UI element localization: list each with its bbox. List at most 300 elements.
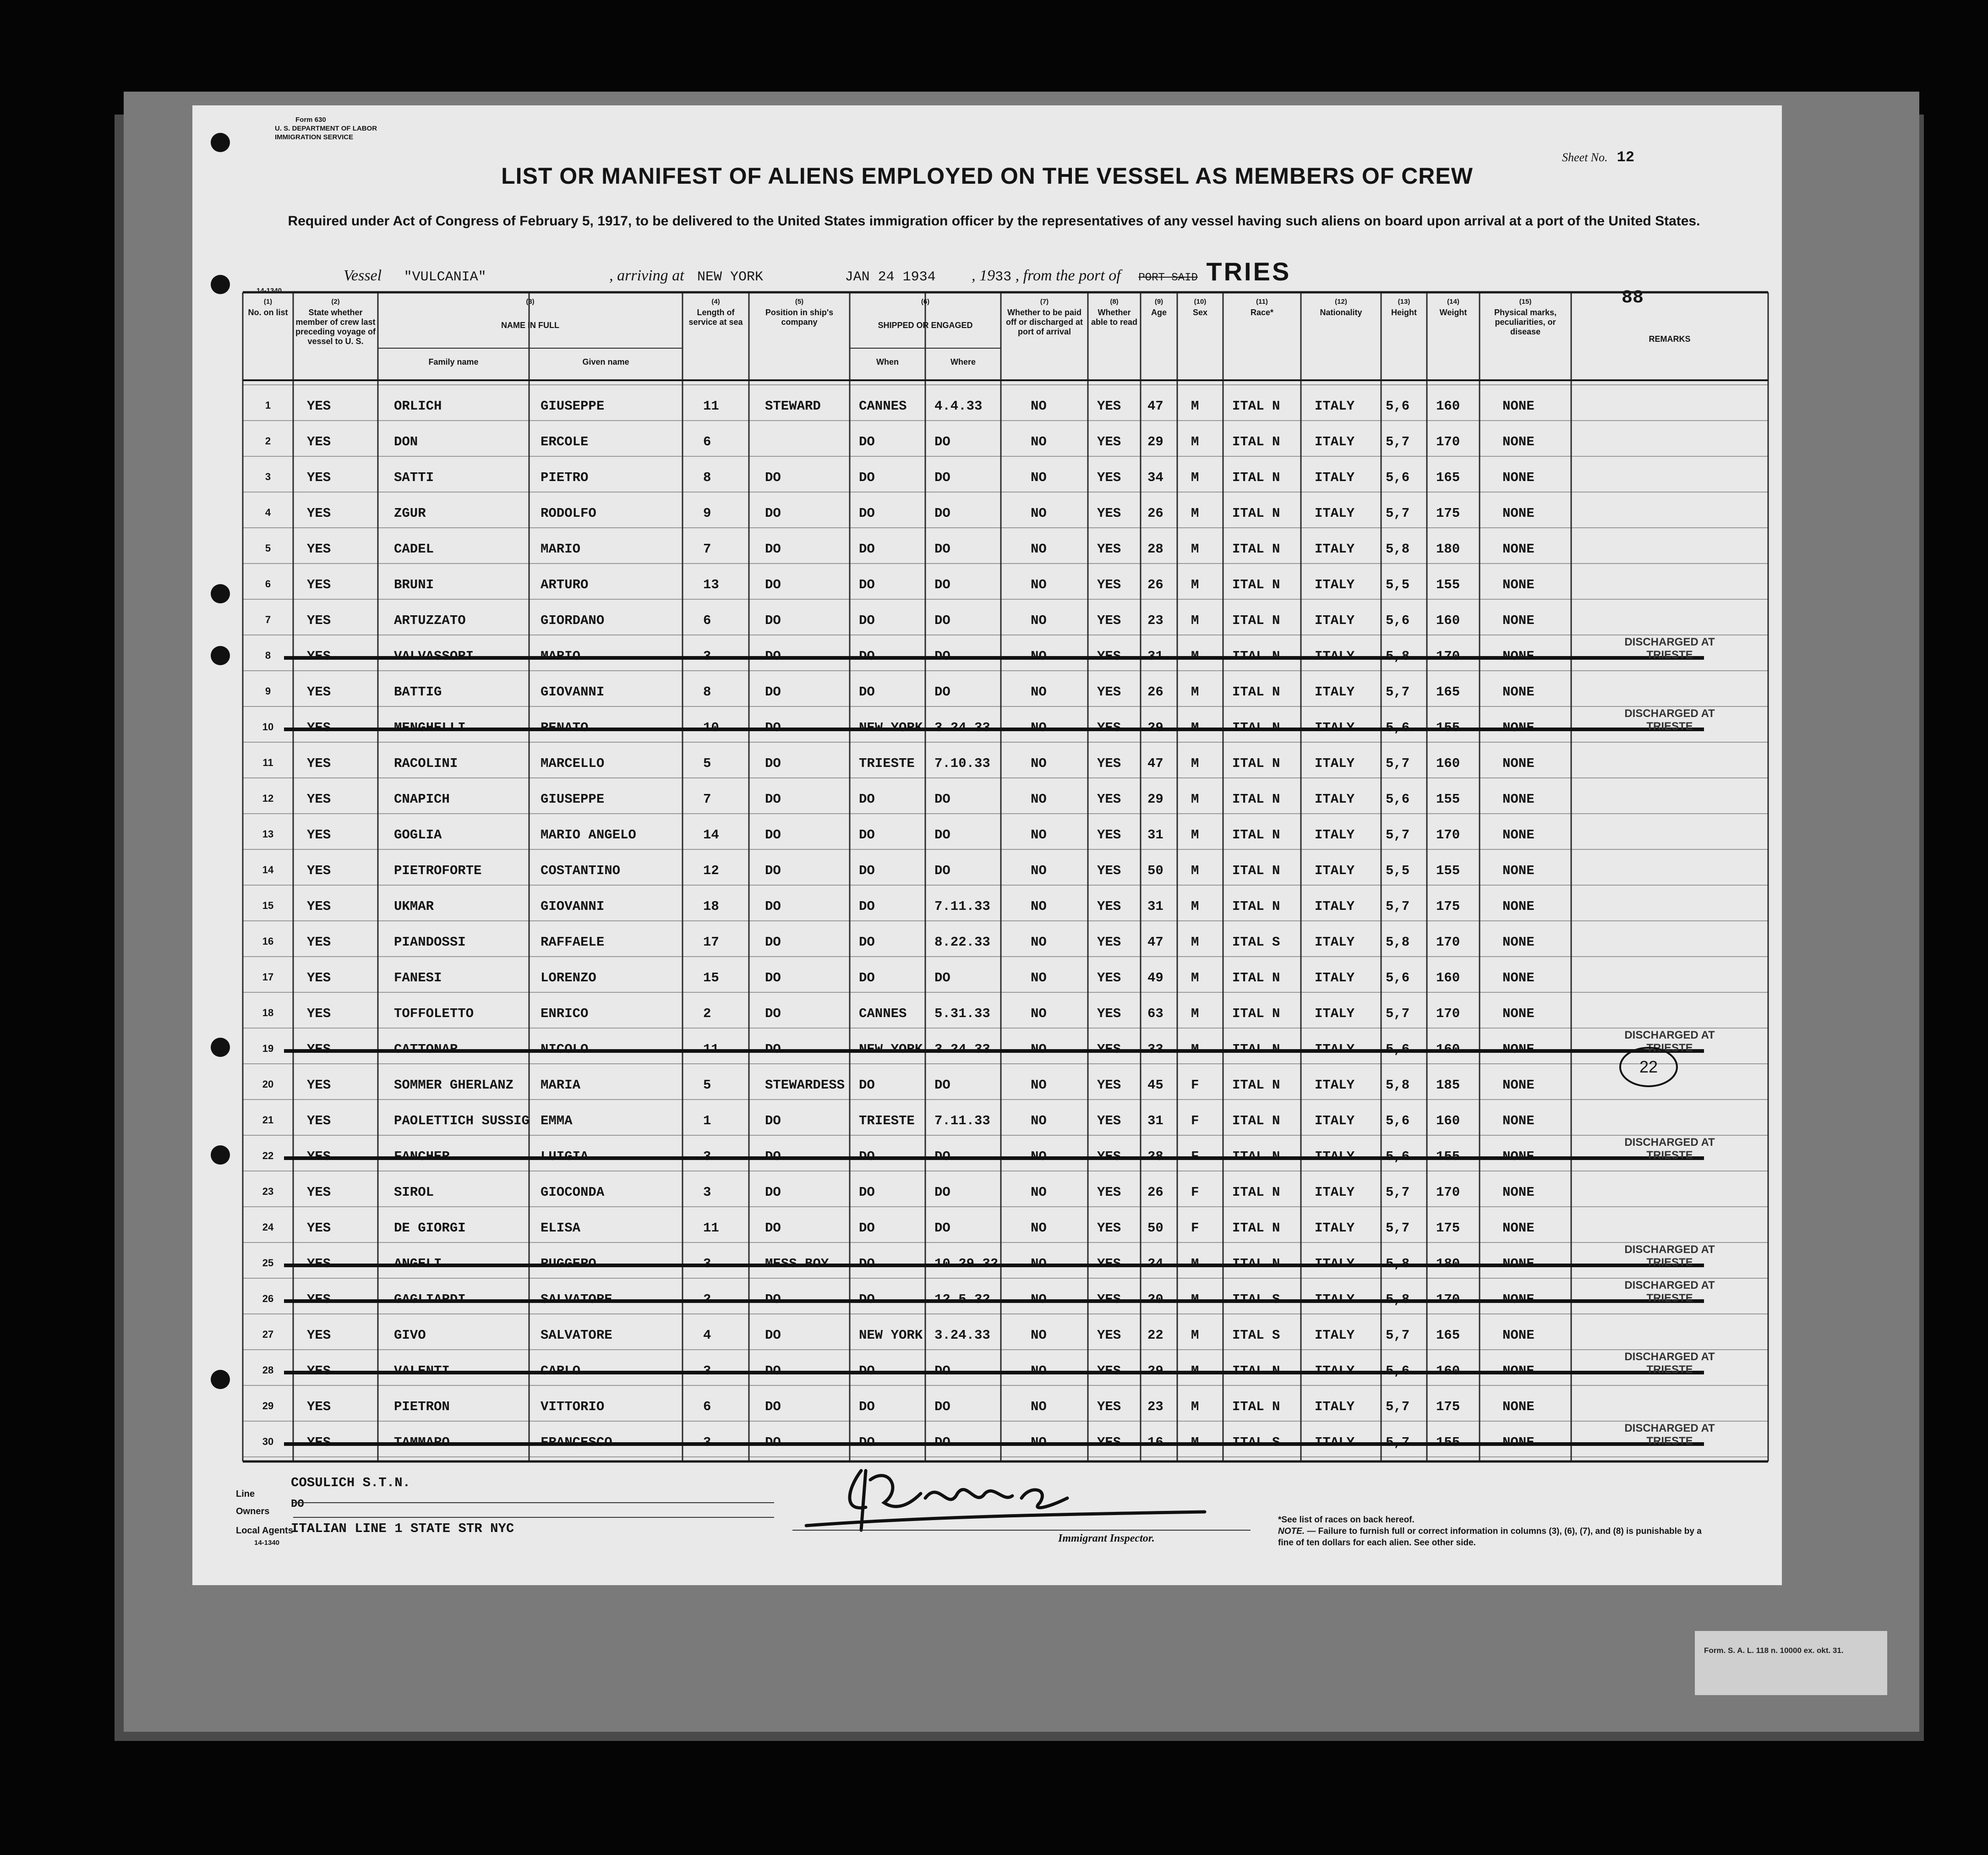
row-number: 21 bbox=[262, 1114, 274, 1126]
cell-physical-marks: NONE bbox=[1502, 684, 1535, 700]
remark-discharged: DISCHARGED AT TRIESTE bbox=[1624, 1029, 1715, 1054]
cell-physical-marks: NONE bbox=[1502, 1078, 1535, 1093]
cell-paid-off: NO bbox=[1031, 1006, 1047, 1021]
cell-given-name: ENRICO bbox=[541, 1006, 589, 1021]
cell-able-read: YES bbox=[1097, 1185, 1121, 1200]
cell-shipped-when: DO bbox=[859, 863, 875, 878]
cell-position: DO bbox=[765, 506, 781, 521]
table-row bbox=[192, 1029, 1782, 1068]
cell-age: 50 bbox=[1147, 1220, 1163, 1236]
cell-able-read: YES bbox=[1097, 935, 1121, 950]
agents-value: ITALIAN LINE 1 STATE STR NYC bbox=[291, 1521, 514, 1536]
remark-discharged: DISCHARGED AT TRIESTE bbox=[1624, 636, 1715, 661]
cell-nationality: ITALY bbox=[1315, 1220, 1355, 1236]
cell-paid-off: NO bbox=[1031, 577, 1047, 592]
table-row bbox=[192, 1390, 1782, 1426]
strike-through-line bbox=[284, 1299, 1704, 1303]
cell-shipped-where: DO bbox=[934, 1185, 950, 1200]
cell-age: 47 bbox=[1147, 935, 1163, 950]
cell-age: 34 bbox=[1147, 470, 1163, 485]
cell-prev-voyage: YES bbox=[307, 827, 331, 843]
cell-prev-voyage: YES bbox=[307, 935, 331, 950]
cell-family-name: GOGLIA bbox=[394, 827, 442, 843]
cell-shipped-when: DO bbox=[859, 1399, 875, 1414]
cell-family-name: GIVO bbox=[394, 1328, 426, 1343]
col-header-sex: Sex bbox=[1192, 308, 1208, 317]
cell-able-read: YES bbox=[1097, 470, 1121, 485]
cell-shipped-when: TRIESTE bbox=[859, 756, 915, 771]
row-number: 24 bbox=[262, 1221, 274, 1233]
cell-sex: M bbox=[1191, 1006, 1199, 1021]
cell-paid-off: NO bbox=[1031, 1220, 1047, 1236]
cell-position: DO bbox=[765, 827, 781, 843]
cell-shipped-where: DO bbox=[934, 506, 950, 521]
table-row bbox=[192, 1243, 1782, 1283]
cell-able-read: YES bbox=[1097, 827, 1121, 843]
col-header-race: Race* bbox=[1250, 308, 1274, 317]
table-row bbox=[192, 818, 1782, 854]
cell-shipped-when: DO bbox=[859, 613, 875, 628]
cell-nationality: ITALY bbox=[1315, 1113, 1355, 1128]
cell-given-name: GIOVANNI bbox=[541, 899, 605, 914]
cell-race: ITAL N bbox=[1232, 792, 1280, 807]
col-header-nationality-num: (12) bbox=[1335, 298, 1347, 306]
cell-height: 5,7 bbox=[1386, 1220, 1410, 1236]
cell-height: 5,8 bbox=[1386, 935, 1410, 950]
cell-nationality: ITALY bbox=[1315, 935, 1355, 950]
cell-height: 5,6 bbox=[1386, 792, 1410, 807]
cell-shipped-when: DO bbox=[859, 506, 875, 521]
cell-sex: F bbox=[1191, 1078, 1199, 1093]
row-number: 9 bbox=[265, 685, 271, 697]
row-number: 13 bbox=[262, 828, 274, 840]
cell-nationality: ITALY bbox=[1315, 613, 1355, 628]
owners-label: Owners bbox=[236, 1506, 270, 1516]
table-row bbox=[192, 636, 1782, 675]
cell-shipped-when: DO bbox=[859, 970, 875, 985]
row-number: 1 bbox=[265, 399, 271, 411]
cell-shipped-when: DO bbox=[859, 1185, 875, 1200]
cell-shipped-when: TRIESTE bbox=[859, 1113, 915, 1128]
cell-prev-voyage: YES bbox=[307, 470, 331, 485]
cell-shipped-where: DO bbox=[934, 1220, 950, 1236]
cell-sex: M bbox=[1191, 470, 1199, 485]
cell-age: 31 bbox=[1147, 827, 1163, 843]
cell-service-length: 14 bbox=[703, 827, 719, 843]
cell-nationality: ITALY bbox=[1315, 792, 1355, 807]
col-header-given-name: Given name bbox=[582, 357, 629, 367]
cell-service-length: 13 bbox=[703, 577, 719, 592]
table-row bbox=[192, 1176, 1782, 1211]
row-number: 15 bbox=[262, 900, 274, 911]
table-row bbox=[192, 1319, 1782, 1354]
cell-height: 5,6 bbox=[1386, 1113, 1410, 1128]
cell-nationality: ITALY bbox=[1315, 577, 1355, 592]
cell-weight: 175 bbox=[1436, 1399, 1460, 1414]
cell-family-name: UKMAR bbox=[394, 899, 434, 914]
cell-physical-marks: NONE bbox=[1502, 1328, 1535, 1343]
cell-able-read: YES bbox=[1097, 506, 1121, 521]
cell-given-name: ELISA bbox=[541, 1220, 581, 1236]
cell-weight: 155 bbox=[1436, 792, 1460, 807]
cell-service-length: 11 bbox=[703, 399, 719, 414]
cell-prev-voyage: YES bbox=[307, 1113, 331, 1128]
cell-family-name: ORLICH bbox=[394, 399, 442, 414]
cell-shipped-where: 7.11.33 bbox=[934, 1113, 990, 1128]
cell-paid-off: NO bbox=[1031, 1328, 1047, 1343]
cell-sex: M bbox=[1191, 506, 1199, 521]
cell-shipped-when: DO bbox=[859, 470, 875, 485]
row-number: 23 bbox=[262, 1186, 274, 1197]
col-header-able-read-num: (8) bbox=[1110, 298, 1119, 306]
cell-position: DO bbox=[765, 1006, 781, 1021]
table-row bbox=[192, 1422, 1782, 1461]
cell-able-read: YES bbox=[1097, 970, 1121, 985]
cell-service-length: 12 bbox=[703, 863, 719, 878]
table-row bbox=[192, 1279, 1782, 1319]
cell-able-read: YES bbox=[1097, 613, 1121, 628]
row-number: 18 bbox=[262, 1007, 274, 1018]
cell-given-name: MARIO bbox=[541, 542, 581, 557]
col-header-height: Height bbox=[1391, 308, 1417, 317]
cell-position: DO bbox=[765, 1328, 781, 1343]
cell-family-name: CNAPICH bbox=[394, 792, 450, 807]
strike-through-line bbox=[284, 1049, 1704, 1053]
row-number: 14 bbox=[262, 864, 274, 876]
cell-nationality: ITALY bbox=[1315, 542, 1355, 557]
cell-height: 5,7 bbox=[1386, 434, 1410, 449]
from-port-label: , from the port of bbox=[1015, 267, 1121, 284]
cell-age: 45 bbox=[1147, 1078, 1163, 1093]
cell-shipped-when: DO bbox=[859, 935, 875, 950]
cell-race: ITAL N bbox=[1232, 827, 1280, 843]
cell-race: ITAL N bbox=[1232, 542, 1280, 557]
cell-shipped-when: DO bbox=[859, 1078, 875, 1093]
table-row bbox=[192, 461, 1782, 497]
table-row bbox=[192, 707, 1782, 747]
cell-given-name: COSTANTINO bbox=[541, 863, 621, 878]
cell-race: ITAL N bbox=[1232, 506, 1280, 521]
cell-shipped-where: DO bbox=[934, 434, 950, 449]
row-number: 26 bbox=[262, 1293, 274, 1304]
cell-age: 47 bbox=[1147, 399, 1163, 414]
cell-able-read: YES bbox=[1097, 1006, 1121, 1021]
col-header-shipped-num: (6) bbox=[921, 298, 930, 306]
cell-race: ITAL N bbox=[1232, 863, 1280, 878]
cell-position: DO bbox=[765, 863, 781, 878]
cell-shipped-when: DO bbox=[859, 434, 875, 449]
cell-prev-voyage: YES bbox=[307, 1399, 331, 1414]
table-row bbox=[192, 675, 1782, 711]
cell-paid-off: NO bbox=[1031, 542, 1047, 557]
cell-age: 26 bbox=[1147, 1185, 1163, 1200]
cell-position: DO bbox=[765, 1220, 781, 1236]
cell-service-length: 6 bbox=[703, 1399, 711, 1414]
col-header-weight-num: (14) bbox=[1447, 298, 1459, 306]
cell-position: DO bbox=[765, 684, 781, 700]
cell-prev-voyage: YES bbox=[307, 756, 331, 771]
table-row bbox=[192, 497, 1782, 532]
cell-age: 29 bbox=[1147, 792, 1163, 807]
cell-able-read: YES bbox=[1097, 1399, 1121, 1414]
col-header-nationality: Nationality bbox=[1320, 308, 1362, 317]
cell-age: 26 bbox=[1147, 577, 1163, 592]
vessel-name: "VULCANIA" bbox=[404, 269, 486, 285]
cell-paid-off: NO bbox=[1031, 899, 1047, 914]
table-row bbox=[192, 854, 1782, 890]
cell-race: ITAL N bbox=[1232, 1220, 1280, 1236]
cell-shipped-where: 7.11.33 bbox=[934, 899, 990, 914]
col-header-name-num: (3) bbox=[526, 298, 535, 306]
line-label: Line bbox=[236, 1489, 255, 1499]
col-header-prev-voyage: State whether member of crew last preceding voyage of vessel to U. S. bbox=[295, 308, 376, 346]
cell-service-length: 11 bbox=[703, 1220, 719, 1236]
cell-position: DO bbox=[765, 1113, 781, 1128]
col-header-physical-marks-num: (15) bbox=[1519, 298, 1532, 306]
cell-age: 31 bbox=[1147, 899, 1163, 914]
cell-race: ITAL N bbox=[1232, 1113, 1280, 1128]
cell-prev-voyage: YES bbox=[307, 684, 331, 700]
cell-height: 5,7 bbox=[1386, 506, 1410, 521]
cell-given-name: PIETRO bbox=[541, 470, 589, 485]
cell-prev-voyage: YES bbox=[307, 577, 331, 592]
cell-physical-marks: NONE bbox=[1502, 970, 1535, 985]
cell-prev-voyage: YES bbox=[307, 1328, 331, 1343]
cell-height: 5,7 bbox=[1386, 1006, 1410, 1021]
cell-physical-marks: NONE bbox=[1502, 1185, 1535, 1200]
cell-shipped-where: 4.4.33 bbox=[934, 399, 983, 414]
cell-weight: 185 bbox=[1436, 1078, 1460, 1093]
cell-able-read: YES bbox=[1097, 1220, 1121, 1236]
cell-position: DO bbox=[765, 935, 781, 950]
page-title: LIST OR MANIFEST OF ALIENS EMPLOYED ON THE VESSEL AS MEMBERS OF CREW bbox=[501, 163, 1473, 189]
cell-shipped-when: DO bbox=[859, 684, 875, 700]
cell-paid-off: NO bbox=[1031, 1399, 1047, 1414]
cell-service-length: 17 bbox=[703, 935, 719, 950]
col-header-age: Age bbox=[1151, 308, 1167, 317]
cell-family-name: ZGUR bbox=[394, 506, 426, 521]
cell-height: 5,6 bbox=[1386, 470, 1410, 485]
cell-race: ITAL N bbox=[1232, 1185, 1280, 1200]
cell-height: 5,6 bbox=[1386, 970, 1410, 985]
cell-position: STEWARDESS bbox=[765, 1078, 845, 1093]
cell-prev-voyage: YES bbox=[307, 434, 331, 449]
cell-race: ITAL N bbox=[1232, 1078, 1280, 1093]
table-row bbox=[192, 604, 1782, 640]
table-row bbox=[192, 568, 1782, 604]
col-header-name: NAME IN FULL bbox=[501, 321, 559, 330]
remark-discharged: DISCHARGED AT TRIESTE bbox=[1624, 1422, 1715, 1447]
cell-sex: M bbox=[1191, 1399, 1199, 1414]
cell-physical-marks: NONE bbox=[1502, 792, 1535, 807]
cell-weight: 160 bbox=[1436, 970, 1460, 985]
cell-able-read: YES bbox=[1097, 684, 1121, 700]
row-number: 11 bbox=[262, 757, 273, 768]
cell-position: DO bbox=[765, 792, 781, 807]
cell-paid-off: NO bbox=[1031, 1113, 1047, 1128]
cell-prev-voyage: YES bbox=[307, 970, 331, 985]
cell-position: DO bbox=[765, 613, 781, 628]
cell-given-name: MARIO ANGELO bbox=[541, 827, 636, 843]
cell-shipped-where: 3.24.33 bbox=[934, 1328, 990, 1343]
row-number: 2 bbox=[265, 435, 271, 447]
cell-shipped-when: CANNES bbox=[859, 399, 907, 414]
cell-physical-marks: NONE bbox=[1502, 434, 1535, 449]
cell-family-name: BATTIG bbox=[394, 684, 442, 700]
form-code: 14-1340 bbox=[257, 287, 282, 295]
cell-weight: 165 bbox=[1436, 684, 1460, 700]
strike-through-line bbox=[284, 728, 1704, 731]
cell-family-name: FANESI bbox=[394, 970, 442, 985]
cell-age: 29 bbox=[1147, 434, 1163, 449]
row-number: 19 bbox=[262, 1043, 274, 1054]
col-header-remarks: REMARKS bbox=[1649, 334, 1691, 344]
cell-prev-voyage: YES bbox=[307, 792, 331, 807]
col-header-paid-off: Whether to be paid off or discharged at port of arrival bbox=[1005, 308, 1083, 336]
cell-age: 31 bbox=[1147, 1113, 1163, 1128]
cell-height: 5,7 bbox=[1386, 684, 1410, 700]
cell-shipped-where: DO bbox=[934, 970, 950, 985]
cell-weight: 175 bbox=[1436, 506, 1460, 521]
cell-prev-voyage: YES bbox=[307, 899, 331, 914]
cell-service-length: 4 bbox=[703, 1328, 711, 1343]
cell-family-name: CADEL bbox=[394, 542, 434, 557]
cell-age: 26 bbox=[1147, 684, 1163, 700]
cell-physical-marks: NONE bbox=[1502, 935, 1535, 950]
cell-weight: 160 bbox=[1436, 613, 1460, 628]
cell-paid-off: NO bbox=[1031, 399, 1047, 414]
row-number: 8 bbox=[265, 650, 271, 661]
cell-age: 47 bbox=[1147, 756, 1163, 771]
cell-sex: M bbox=[1191, 399, 1199, 414]
line-value: COSULICH S.T.N. bbox=[291, 1475, 411, 1490]
cell-age: 23 bbox=[1147, 1399, 1163, 1414]
row-number: 10 bbox=[262, 721, 274, 733]
cell-service-length: 8 bbox=[703, 684, 711, 700]
cell-shipped-when: CANNES bbox=[859, 1006, 907, 1021]
col-header-weight: Weight bbox=[1439, 308, 1467, 317]
row-number: 29 bbox=[262, 1400, 274, 1412]
owners-value: DO bbox=[291, 1498, 304, 1510]
inspector-label: Immigrant Inspector. bbox=[1058, 1532, 1155, 1544]
cell-prev-voyage: YES bbox=[307, 1078, 331, 1093]
cell-shipped-where: DO bbox=[934, 1078, 950, 1093]
cell-service-length: 2 bbox=[703, 1006, 711, 1021]
cell-age: 23 bbox=[1147, 613, 1163, 628]
cell-weight: 170 bbox=[1436, 1185, 1460, 1200]
vessel-label: Vessel bbox=[344, 267, 382, 284]
cell-sex: M bbox=[1191, 756, 1199, 771]
cell-height: 5,7 bbox=[1386, 1328, 1410, 1343]
cell-sex: M bbox=[1191, 1328, 1199, 1343]
cell-physical-marks: NONE bbox=[1502, 399, 1535, 414]
col-header-race-num: (11) bbox=[1256, 298, 1268, 306]
row-number: 28 bbox=[262, 1364, 274, 1376]
cell-paid-off: NO bbox=[1031, 756, 1047, 771]
cell-family-name: PIANDOSSI bbox=[394, 935, 466, 950]
cell-physical-marks: NONE bbox=[1502, 1006, 1535, 1021]
cell-shipped-when: NEW YORK bbox=[859, 1328, 923, 1343]
cell-family-name: RACOLINI bbox=[394, 756, 458, 771]
cell-sex: M bbox=[1191, 613, 1199, 628]
cell-shipped-where: DO bbox=[934, 542, 950, 557]
cell-shipped-where: DO bbox=[934, 827, 950, 843]
table-row bbox=[192, 532, 1782, 568]
cell-paid-off: NO bbox=[1031, 935, 1047, 950]
col-header-family-name: Family name bbox=[428, 357, 479, 367]
cell-shipped-where: DO bbox=[934, 863, 950, 878]
cell-position: DO bbox=[765, 899, 781, 914]
cell-given-name: SALVATORE bbox=[541, 1328, 612, 1343]
cell-family-name: BRUNI bbox=[394, 577, 434, 592]
table-row bbox=[192, 747, 1782, 782]
cell-shipped-where: DO bbox=[934, 613, 950, 628]
cell-position: DO bbox=[765, 1185, 781, 1200]
cell-able-read: YES bbox=[1097, 434, 1121, 449]
inspector-signature bbox=[792, 1461, 1296, 1539]
cell-race: ITAL N bbox=[1232, 470, 1280, 485]
cell-weight: 170 bbox=[1436, 1006, 1460, 1021]
cell-weight: 160 bbox=[1436, 1113, 1460, 1128]
cell-service-length: 9 bbox=[703, 506, 711, 521]
remark-discharged: DISCHARGED AT TRIESTE bbox=[1624, 1243, 1715, 1269]
col-header-prev-voyage-num: (2) bbox=[331, 298, 340, 306]
row-number: 5 bbox=[265, 542, 271, 554]
cell-weight: 155 bbox=[1436, 577, 1460, 592]
cell-service-length: 15 bbox=[703, 970, 719, 985]
cell-age: 26 bbox=[1147, 506, 1163, 521]
footer-lines bbox=[293, 1489, 788, 1530]
agents-label: Local Agents bbox=[236, 1526, 293, 1536]
departure-port-stamp: TRIES bbox=[1206, 257, 1291, 286]
remark-discharged: DISCHARGED AT TRIESTE bbox=[1624, 707, 1715, 733]
table-row bbox=[192, 1068, 1782, 1104]
cell-prev-voyage: YES bbox=[307, 863, 331, 878]
cell-nationality: ITALY bbox=[1315, 756, 1355, 771]
department-name: U. S. DEPARTMENT OF LABOR bbox=[275, 125, 377, 132]
cell-height: 5,6 bbox=[1386, 613, 1410, 628]
cell-sex: M bbox=[1191, 542, 1199, 557]
col-header-length-service: Length of service at sea bbox=[688, 308, 743, 327]
cell-sex: M bbox=[1191, 827, 1199, 843]
footer-form-code: 14-1340 bbox=[254, 1539, 280, 1547]
form-number: Form 630 bbox=[295, 116, 326, 124]
cell-paid-off: NO bbox=[1031, 434, 1047, 449]
row-number: 17 bbox=[262, 971, 274, 983]
cell-family-name: SOMMER GHERLANZ bbox=[394, 1078, 514, 1093]
cell-family-name: PIETROFORTE bbox=[394, 863, 482, 878]
cell-service-length: 6 bbox=[703, 434, 711, 449]
strike-through-line bbox=[284, 656, 1704, 660]
cell-sex: F bbox=[1191, 1113, 1199, 1128]
cell-nationality: ITALY bbox=[1315, 1185, 1355, 1200]
cell-family-name: PIETRON bbox=[394, 1399, 450, 1414]
col-header-physical-marks: Physical marks, peculiarities, or disease bbox=[1494, 308, 1557, 336]
row-number: 22 bbox=[262, 1150, 274, 1161]
cell-able-read: YES bbox=[1097, 756, 1121, 771]
cell-race: ITAL N bbox=[1232, 434, 1280, 449]
col-header-paid-off-num: (7) bbox=[1040, 298, 1049, 306]
cell-sex: M bbox=[1191, 863, 1199, 878]
table-row bbox=[192, 961, 1782, 997]
cell-shipped-when: DO bbox=[859, 542, 875, 557]
cell-sex: M bbox=[1191, 899, 1199, 914]
cell-position: DO bbox=[765, 470, 781, 485]
table-row bbox=[192, 1351, 1782, 1390]
cell-able-read: YES bbox=[1097, 399, 1121, 414]
cell-weight: 170 bbox=[1436, 935, 1460, 950]
row-number: 6 bbox=[265, 578, 271, 590]
